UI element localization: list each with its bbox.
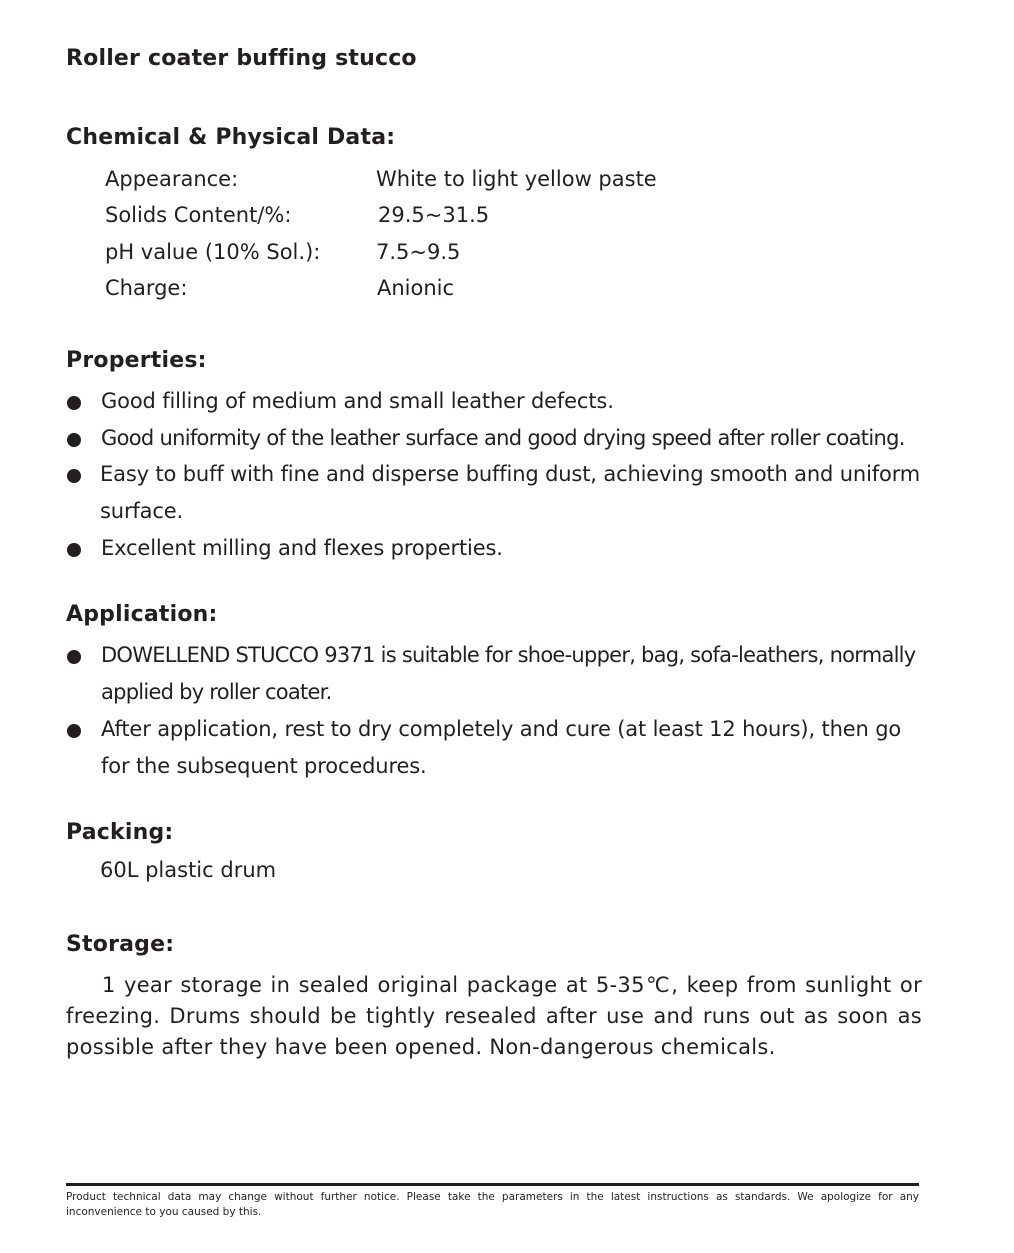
data-label: Charge: [105,276,188,300]
packing-text: 60L plastic drum [100,858,277,882]
list-item-text: Good uniformity of the leather surface and good drying speed after roller coating. [101,426,905,450]
data-label: Solids Content/%: [105,203,292,227]
list-item-text: Easy to buff with fine and disperse buffing dust, achieving smooth and uniform surface. [100,462,921,523]
list-item [66,383,926,420]
data-label: Appearance: [105,167,239,191]
bullet-icon [67,433,81,447]
list-item [66,530,926,567]
list-item-text: Good filling of medium and small leather defects. [101,389,614,413]
bullet-icon [67,543,81,557]
list-item [66,456,921,530]
list-item-text: DOWELLEND STUCCO 9371 is suitable for shoe-upper, bag, sofa-leathers, normally applied by roller coater. [101,643,916,704]
data-value: White to light yellow paste [376,167,657,191]
packing-heading: Packing: [66,820,174,845]
storage-text: 1 year storage in sealed original package at 5-35℃, keep from sunlight or freezing. Drums should be tightly resealed after use and runs out as soon as possible after they have been opened. Non-dangerous chemicals. [66,973,922,1059]
data-value: 7.5~9.5 [376,240,461,264]
chemical-physical-heading: Chemical & Physical Data: [66,125,396,150]
data-value: 29.5~31.5 [378,203,490,227]
document-title: Roller coater buffing stucco [66,46,417,71]
bullet-icon [67,650,81,664]
list-item [66,637,924,711]
bullet-icon [67,469,81,483]
bullet-icon [67,724,81,738]
data-label: pH value (10% Sol.): [105,240,321,264]
list-item [66,420,926,457]
list-item-text: Excellent milling and flexes properties. [101,536,503,560]
bullet-icon [67,396,81,410]
list-item-text: After application, rest to dry completely and cure (at least 12 hours), then go for the subsequent procedures. [101,717,902,778]
properties-heading: Properties: [66,348,207,373]
footer-divider [66,1183,919,1186]
data-value: Anionic [377,276,455,300]
storage-heading: Storage: [66,932,175,957]
footer-disclaimer: Product technical data may change without further notice. Please take the parameters in the latest instructions as standards. We apologize for any inconvenience to you caused by this. [66,1191,919,1218]
list-item [66,711,924,785]
application-heading: Application: [66,602,218,627]
